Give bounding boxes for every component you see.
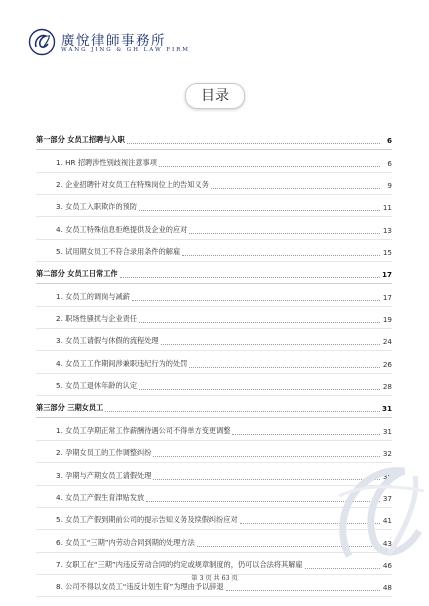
toc-page-number: 11: [382, 203, 392, 213]
toc-entry-label: 6. 女员工“三期”内劳动合同到期的处理方法: [56, 537, 195, 547]
toc-entry[interactable]: [36, 173, 392, 195]
toc-page-number: 43: [382, 538, 392, 548]
toc-entry-label: 2. 企业招聘针对女员工在特殊岗位上的告知义务: [56, 180, 209, 190]
toc-entry[interactable]: [36, 351, 392, 373]
toc-page-number: 24: [382, 337, 392, 347]
toc-entry-label: 4. 女员工产假生育津贴发放: [56, 492, 145, 502]
toc-leader-dots: [161, 343, 380, 345]
toc-page-number: 41: [382, 516, 392, 526]
toc-entry[interactable]: [36, 240, 392, 262]
toc-entry-label: 4. 女员工特殊信息拒绝提供及企业的应对: [56, 224, 188, 234]
toc-page-number: 31: [381, 404, 392, 414]
toc-entry-label: 1. 女员工孕期正常工作薪酬待遇公司不得单方变更调整: [56, 425, 231, 435]
toc-entry-label: 2. 孕期女员工的工作调整纠纷: [56, 448, 152, 458]
toc-page-number: 46: [382, 560, 392, 570]
toc-page-number: 9: [387, 181, 392, 191]
toc-page-number: 6: [386, 136, 392, 146]
toc-part-heading[interactable]: [36, 262, 392, 284]
toc-entry[interactable]: [36, 195, 392, 217]
toc-entry-label: 5. 试用期女员工不符合录用条件的解雇: [56, 247, 181, 257]
toc-page-number: 37: [382, 493, 392, 503]
toc-entry-label: 5. 女员工退休年龄的认定: [56, 381, 138, 391]
toc-leader-dots: [182, 254, 380, 256]
page-title: 目录: [185, 83, 245, 109]
toc-part-heading[interactable]: [36, 128, 392, 150]
toc-entry-label: 第二部分 女员工日常工作: [36, 269, 118, 279]
toc-entry-label: 1. 女员工的调岗与减薪: [56, 291, 130, 301]
toc-entry[interactable]: [36, 307, 392, 329]
toc-leader-dots: [189, 232, 380, 234]
toc-leader-dots: [232, 433, 380, 435]
watermark-monogram-icon: [319, 436, 429, 576]
page-footer: 第 3 页 共 63 页: [191, 575, 238, 582]
toc-entry-label: 第三部分 三期女员工: [36, 403, 104, 413]
toc-leader-dots: [139, 209, 380, 211]
firm-name-en: WANG JING & GH LAW FIRM: [61, 47, 190, 53]
toc-entry-label: 3. 孕期与产期女员工请假处理: [56, 470, 152, 480]
toc-leader-dots: [159, 165, 380, 167]
toc-entry-label: 7. 女职工在“三期”内违反劳动合同的约定或规章制度的，仍可以合法将其解雇: [56, 559, 303, 569]
toc-entry[interactable]: [36, 150, 392, 172]
firm-logo: [28, 28, 228, 60]
toc-entry-label: 第一部分 女员工招聘与入职: [36, 135, 125, 145]
toc-leader-dots: [211, 187, 380, 189]
toc-entry-label: 4. 女员工工作期间涉兼职违纪行为的处罚: [56, 358, 188, 368]
toc-leader-dots: [189, 366, 380, 368]
toc-page-number: 28: [382, 382, 392, 392]
toc-leader-dots: [105, 410, 380, 412]
toc-leader-dots: [132, 299, 380, 301]
toc-part-heading[interactable]: [36, 396, 392, 418]
toc-leader-dots: [139, 388, 380, 390]
toc-leader-dots: [127, 142, 380, 144]
toc-entry-label: 2. 职场性骚扰与企业责任: [56, 314, 138, 324]
toc-entry-label: 5. 女员工产假到期前公司的提示告知义务及续假纠纷应对: [56, 515, 238, 525]
toc-page-number: 6: [387, 158, 392, 168]
toc-entry[interactable]: [36, 374, 392, 396]
firm-name-cn: 廣悅律師事務所: [61, 33, 166, 49]
toc-entry-label: 3. 女员工请假与休假的流程处理: [56, 336, 159, 346]
toc-page-number: 19: [382, 315, 392, 325]
toc-entry[interactable]: [36, 217, 392, 239]
toc-page-number: 15: [382, 248, 392, 258]
toc-page-number: 32: [382, 449, 392, 459]
toc-leader-dots: [139, 321, 380, 323]
toc-page-number: 17: [382, 292, 392, 302]
toc-page-number: 48: [382, 583, 392, 593]
toc-entry-label: 8. 公司不得以女员工“违反计划生育”为理由予以辞退: [56, 582, 224, 592]
toc-entry[interactable]: [36, 284, 392, 306]
toc-page-number: 17: [381, 270, 392, 280]
toc-page-number: 35: [382, 471, 392, 481]
firm-monogram-icon: [28, 28, 56, 56]
toc-page-number: 26: [382, 359, 392, 369]
toc-entry[interactable]: [36, 329, 392, 351]
toc-entry-label: 1. HR 招聘涉性别歧视注意事项: [56, 157, 157, 167]
toc-leader-dots: [120, 276, 380, 278]
toc-entry-label: 3. 女员工入职欺诈的预防: [56, 202, 138, 212]
toc-page-number: 31: [382, 426, 392, 436]
toc-page-number: 13: [382, 225, 392, 235]
toc-leader-dots: [226, 589, 380, 591]
